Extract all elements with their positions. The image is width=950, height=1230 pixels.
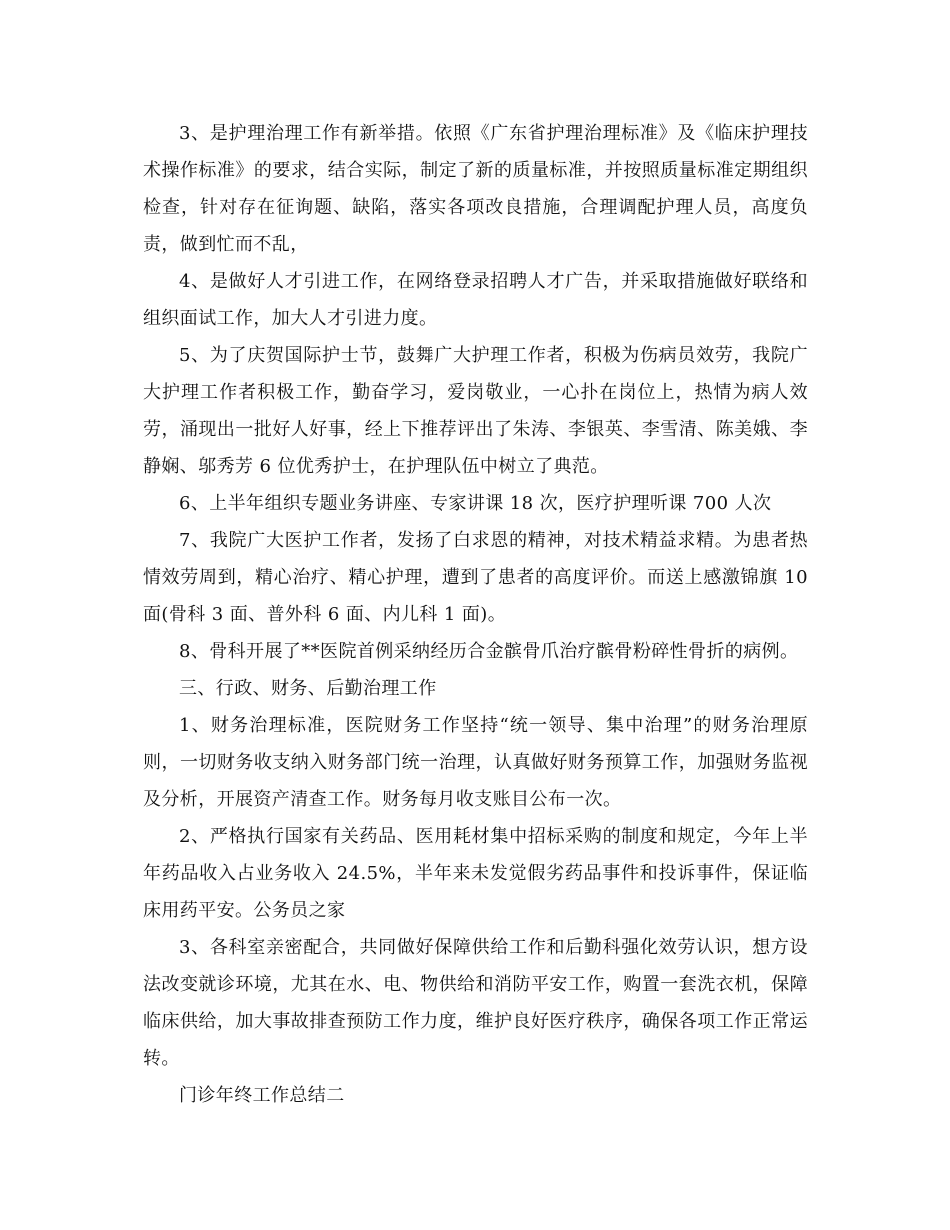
paragraph-finance: 1、财务治理标准，医院财务工作坚持“统一领导、集中治理”的财务治理原则，一切财务收支纳入财务部门统一治理，认真做好财务预算工作，加强财务监视及分析，开展资产清查工作。财务每月收支账目公布一次。 [143, 715, 808, 810]
paragraph-logistics: 3、各科室亲密配合，共同做好保障供给工作和后勤科强化效劳认识，想方设法改变就诊环境，尤其在水、电、物供给和消防平安工作，购置一套洗衣机，保障临床供给，加大事故排查预防工作力度，维护良好医疗秩序，确保各项工作正常运转。 [143, 937, 808, 1069]
paragraph-nurses-day: 5、为了庆贺国际护士节，鼓舞广大护理工作者，积极为伤病员效劳，我院广大护理工作者积极工作，勤奋学习，爱岗敬业，一心扑在岗位上，热情为病人效劳，涌现出一批好人好事，经上下推荐评出了朱涛、李银英、李雪清、陈美娥、李静娴、邬秀芳 6 位优秀护士，在护理队伍中树立了典范。 [143, 345, 808, 477]
document-body [143, 115, 808, 1114]
paragraph-nursing-management: 3、是护理治理工作有新举措。依照《广东省护理治理标准》及《临床护理技术操作标准》的要求，结合实际，制定了新的质量标准，并按照质量标准定期组织检查，针对存在征询题、缺陷，落实各项改良措施，合理调配护理人员，高度负责，做到忙而不乱， [143, 123, 808, 255]
section-heading-summary-two: 门诊年终工作总结二 [179, 1085, 345, 1106]
paragraph-talent-recruitment: 4、是做好人才引进工作，在网络登录招聘人才广告，并采取措施做好联络和组织面试工作，加大人才引进力度。 [143, 271, 808, 329]
paragraph-orthopedics: 8、骨科开展了**医院首例采纳经历合金髌骨爪治疗髌骨粉碎性骨折的病例。 [179, 641, 799, 662]
paragraph-lectures: 6、上半年组织专题业务讲座、专家讲课 18 次，医疗护理听课 700 人次 [179, 493, 772, 514]
paragraph-medical-staff: 7、我院广大医护工作者，发扬了白求恩的精神，对技术精益求精。为患者热情效劳周到，精心治疗、精心护理，遭到了患者的高度评价。而送上感激锦旗 10 面(骨科 3 面、普外科 6 面、内儿科 1 面)。 [143, 530, 808, 625]
paragraph-procurement: 2、严格执行国家有关药品、医用耗材集中招标采购的制度和规定，今年上半年药品收入占业务收入 24.5%，半年来未发觉假劣药品事件和投诉事件，保证临床用药平安。公务员之家 [143, 826, 808, 921]
section-heading-admin: 三、行政、财务、后勤治理工作 [179, 678, 437, 699]
